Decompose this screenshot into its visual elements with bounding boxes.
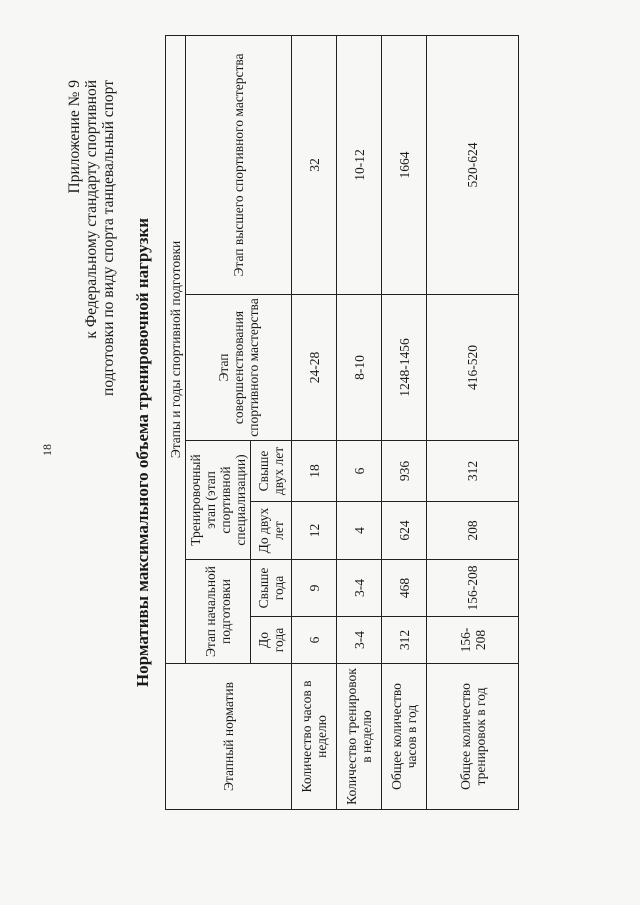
- cell-value: 3-4: [337, 560, 382, 617]
- cell-value: 12: [292, 502, 337, 560]
- cell-value: 416-520: [427, 295, 519, 441]
- header-over-year: Свыше года: [251, 560, 292, 617]
- appendix-header: [66, 80, 117, 396]
- cell-value: 312: [382, 617, 427, 664]
- cell-value: 156-208: [427, 560, 519, 617]
- cell-value: 6: [292, 617, 337, 664]
- cell-value: 32: [292, 35, 337, 294]
- appendix-line-2: к Федеральному стандарту спортивной: [83, 80, 100, 339]
- cell-value: 520-624: [427, 35, 519, 294]
- table-row: [382, 35, 427, 809]
- cell-value: 468: [382, 560, 427, 617]
- header-training-stage: Тренировочный этап (этап спортивной специализации): [186, 441, 251, 560]
- row-label: Количество часов в неделю: [292, 664, 337, 810]
- table-row: [427, 35, 519, 809]
- header-norm: Этапный норматив: [166, 664, 292, 810]
- appendix-line-3: подготовки по виду спорта танцевальный спорт: [100, 80, 117, 396]
- header-highest-stage: Этап высшего спортивного мастерства: [186, 35, 292, 294]
- cell-value: 10-12: [337, 35, 382, 294]
- training-load-table: [165, 35, 519, 810]
- cell-value: 1248-1456: [382, 295, 427, 441]
- row-label: Количество тренировок в неделю: [337, 664, 382, 810]
- document-title: Нормативы максимального объема тренировочной нагрузки: [133, 217, 152, 688]
- header-initial-stage: Этап начальной подготовки: [186, 560, 251, 664]
- header-over-two-years: Свыше двух лет: [251, 441, 292, 502]
- cell-value: 1664: [382, 35, 427, 294]
- cell-value: 624: [382, 502, 427, 560]
- cell-value: 3-4: [337, 617, 382, 664]
- row-label: Общее количество часов в год: [382, 664, 427, 810]
- cell-value: 312: [427, 441, 519, 502]
- table-row: [337, 35, 382, 809]
- table-row: [292, 35, 337, 809]
- cell-value: 6: [337, 441, 382, 502]
- row-label: Общее количество тренировок в год: [427, 664, 519, 810]
- cell-value: 18: [292, 441, 337, 502]
- cell-value: 24-28: [292, 295, 337, 441]
- cell-value: 208: [427, 502, 519, 560]
- cell-value: 156-208: [427, 617, 519, 664]
- header-improvement-stage: Этап совершенствования спортивного мастерства: [186, 295, 292, 441]
- cell-value: 936: [382, 441, 427, 502]
- header-up-to-two-years: До двух лет: [251, 502, 292, 560]
- header-row-1: [166, 35, 186, 809]
- appendix-line-1: Приложение № 9: [66, 80, 83, 194]
- page-number: 18: [40, 444, 54, 456]
- cell-value: 9: [292, 560, 337, 617]
- cell-value: 8-10: [337, 295, 382, 441]
- cell-value: 4: [337, 502, 382, 560]
- header-up-to-year: До года: [251, 617, 292, 664]
- header-stages: Этапы и годы спортивной подготовки: [166, 35, 186, 663]
